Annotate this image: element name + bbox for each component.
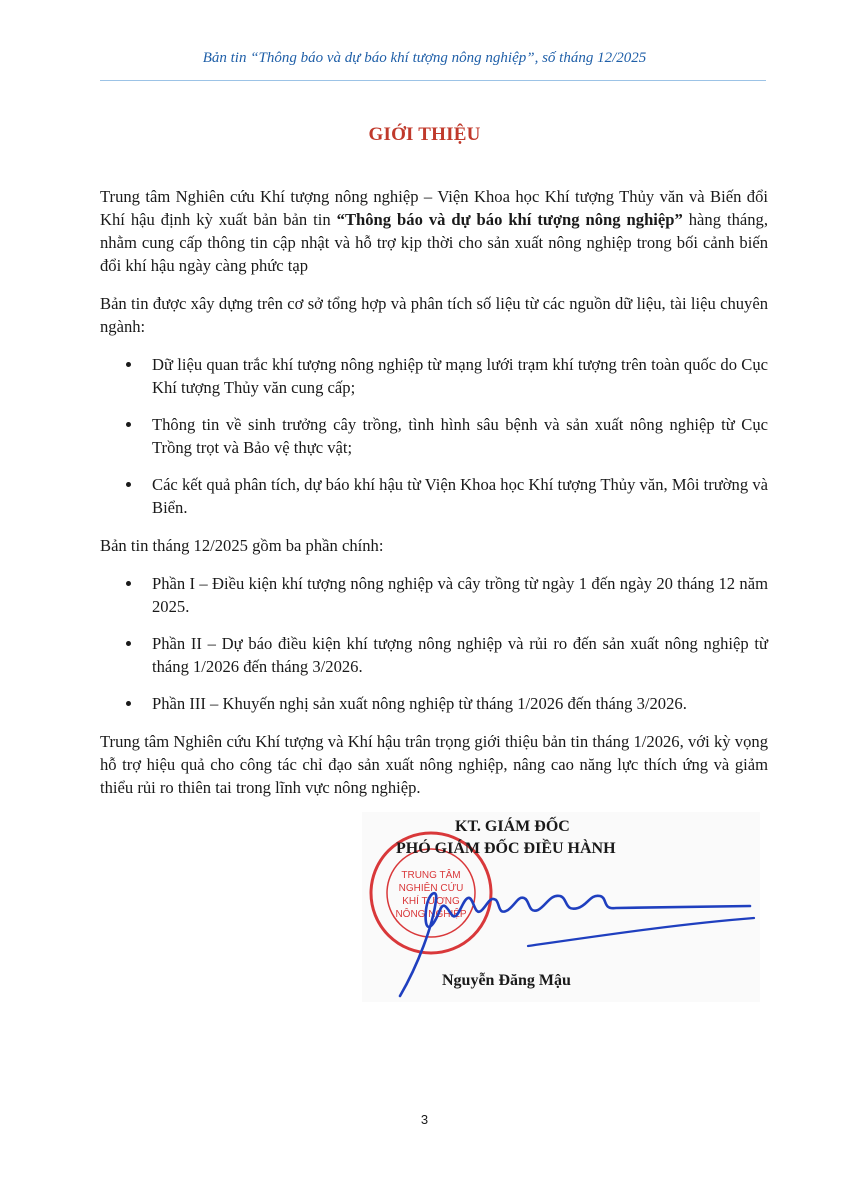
svg-text:NÔNG NGHIỆP: NÔNG NGHIỆP <box>395 909 467 920</box>
intro-text-after: hàng tháng, nhằm cung cấp thông tin cập nhật và hỗ trợ kịp thời cho sản xuất nông nghiệp trong bối cảnh biến đổi khí hậu ngày càng phức tạp <box>100 210 768 275</box>
intro-text-before: Trung tâm Nghiên cứu Khí tượng nông nghiệp – Viện Khoa học Khí tượng Thủy văn và Biến đổi Khí hậu định kỳ xuất bản bản tin <box>100 187 768 229</box>
signature-title-line1: KT. GIÁM ĐỐC <box>455 818 570 835</box>
sources-intro: Bản tin được xây dựng trên cơ sở tổng hợp và phân tích số liệu từ các nguồn dữ liệu, tài liệu chuyên ngành: <box>100 294 768 336</box>
part-item: Phần III – Khuyến nghị sản xuất nông nghiệp từ tháng 1/2026 đến tháng 3/2026. <box>152 692 768 715</box>
source-item: Thông tin về sinh trưởng cây trồng, tình hình sâu bệnh và sản xuất nông nghiệp từ Cục Trồng trọt và Bảo vệ thực vật; <box>152 415 768 457</box>
svg-text:KHÍ TƯỢNG: KHÍ TƯỢNG <box>402 896 460 907</box>
header-divider <box>100 80 766 81</box>
svg-text:NGHIÊN CỨU: NGHIÊN CỨU <box>398 883 464 894</box>
closing-paragraph: Trung tâm Nghiên cứu Khí tượng và Khí hậu trân trọng giới thiệu bản tin tháng 1/2026, với kỳ vọng hỗ trợ hiệu quả cho công tác chỉ đạo sản xuất nông nghiệp, nâng cao năng lực thích ứng và giảm thiểu rủi ro thiên tai trong lĩnh vực nông nghiệp. <box>100 732 768 797</box>
part-item: Phần I – Điều kiện khí tượng nông nghiệp và cây trồng từ ngày 1 đến ngày 20 tháng 12 năm 2025. <box>152 574 768 616</box>
page-title: GIỚI THIỆU <box>368 124 481 145</box>
parts-list <box>100 572 768 715</box>
intro-paragraph <box>100 185 768 277</box>
part-item: Phần II – Dự báo điều kiện khí tượng nông nghiệp và rủi ro đến sản xuất nông nghiệp từ tháng 1/2026 đến tháng 3/2026. <box>152 634 768 676</box>
source-item: Dữ liệu quan trắc khí tượng nông nghiệp từ mạng lưới trạm khí tượng trên toàn quốc do Cục Khí tượng Thủy văn cung cấp; <box>152 355 768 397</box>
document-body <box>100 185 768 814</box>
parts-intro: Bản tin tháng 12/2025 gồm ba phần chính: <box>100 536 384 555</box>
signature-title-line2: PHÓ GIÁM ĐỐC ĐIỀU HÀNH <box>396 840 616 857</box>
signer-name: Nguyễn Đăng Mậu <box>442 972 571 989</box>
page-number: 3 <box>420 1112 429 1127</box>
bulletin-title: “Thông báo và dự báo khí tượng nông nghiệp” <box>336 210 683 229</box>
sources-list <box>100 353 768 519</box>
running-header: Bản tin “Thông báo và dự báo khí tượng nông nghiệp”, số tháng 12/2025 <box>202 50 647 66</box>
svg-text:TRUNG TÂM: TRUNG TÂM <box>401 870 461 881</box>
source-item: Các kết quả phân tích, dự báo khí hậu từ Viện Khoa học Khí tượng Thủy văn, Môi trường và Biển. <box>152 475 768 517</box>
